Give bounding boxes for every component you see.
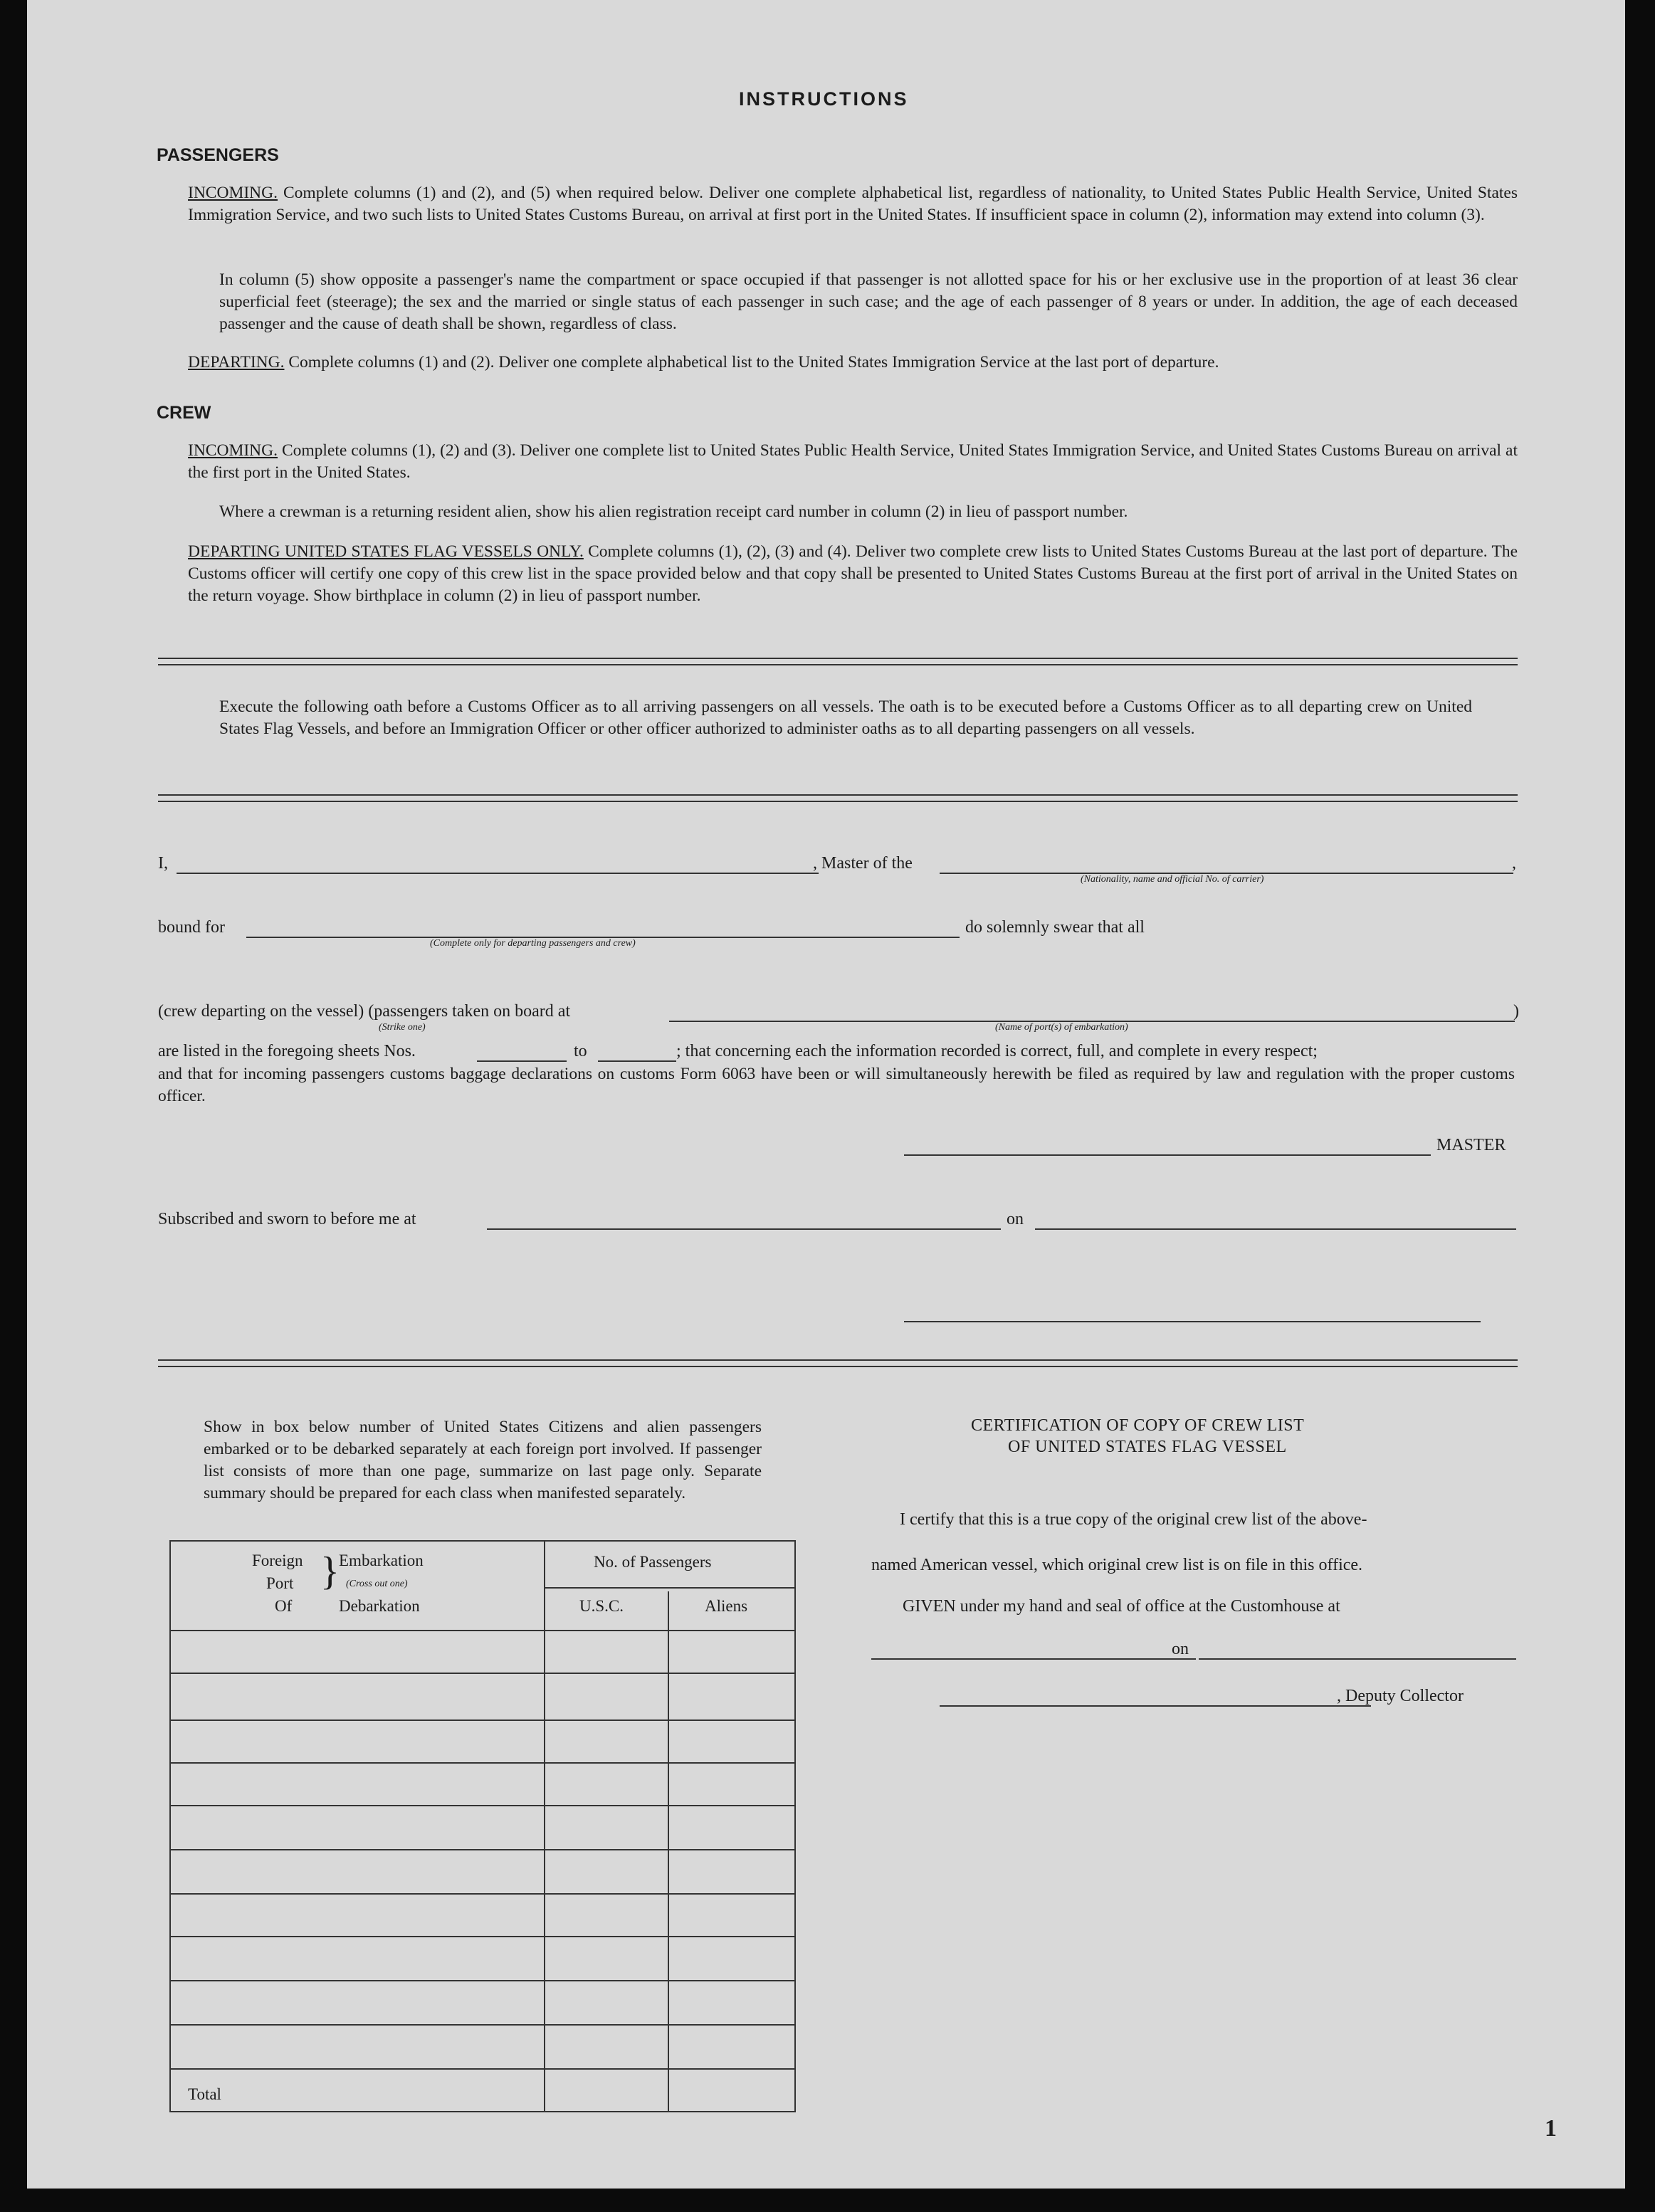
brace-icon: } xyxy=(320,1549,340,1594)
document-page xyxy=(27,0,1625,2189)
passengers-heading: PASSENGERS xyxy=(157,145,279,165)
passengers-departing-paragraph xyxy=(188,352,1518,374)
table-border xyxy=(169,1540,796,2112)
crew-heading: CREW xyxy=(157,403,211,423)
corner-page-mark: 1 xyxy=(1545,2115,1557,2142)
section-divider xyxy=(158,658,1518,665)
crew-departing-paragraph xyxy=(188,541,1518,607)
table-no-passengers-label: No. of Passengers xyxy=(594,1553,712,1571)
table-debarkation-label: Debarkation xyxy=(339,1597,420,1615)
table-col-divider xyxy=(668,1591,669,2111)
table-row xyxy=(169,1805,794,1806)
crew-incoming-paragraph xyxy=(188,440,1518,484)
crew-departing-label: DEPARTING UNITED STATES FLAG VESSELS ONLY. xyxy=(188,542,584,561)
passengers-column5-paragraph: In column (5) show opposite a passenger's name the compartment or space occupied if that passenger is not allotted space for his or her exclusive use in the proportion of at least 36 clear superficial feet (steerage); the sex and the married or single status of each passenger in such case; and the age of each passenger of 8 years or under. In addition, the age of each deceased passenger and the cause of death shall be shown, regardless of class. xyxy=(219,270,1518,333)
crew-incoming-text: Complete columns (1), (2) and (3). Deliver one complete list to United States Public Health Service, United States Immigration Service, and United States Customs Bureau on arrival at the first port in the United States. xyxy=(188,441,1518,482)
certification-line-3: GIVEN under my hand and seal of office at the Customhouse at xyxy=(903,1597,1340,1616)
ports-note: (Name of port(s) of embarkation) xyxy=(995,1022,1128,1033)
deputy-signature-line[interactable] xyxy=(940,1705,1371,1707)
page-title: INSTRUCTIONS xyxy=(739,88,909,110)
deputy-collector-label: , Deputy Collector xyxy=(1337,1687,1464,1705)
bound-for-label: bound for xyxy=(158,918,225,937)
sworn-date-line[interactable] xyxy=(1035,1228,1516,1230)
crew-incoming-label: INCOMING. xyxy=(188,441,278,460)
table-row xyxy=(169,1719,794,1721)
officer-signature-line[interactable] xyxy=(904,1321,1481,1322)
table-port-label: Port xyxy=(266,1574,294,1592)
certification-heading-1: CERTIFICATION OF COPY OF CREW LIST xyxy=(971,1416,1305,1435)
table-row xyxy=(169,1673,794,1674)
crew-departing-text: Complete columns (1), (2), (3) and (4). Deliver two complete crew lists to United States Customs Bureau at the last port of departure. The Customs officer will certify one copy of this crew list in the space provided below and that copy shall be presented to United States Customs Bureau at the first port of arrival in the United States on the return voyage. Show birthplace in column (2) in lieu of passport number. xyxy=(188,542,1518,605)
passengers-incoming-label: INCOMING. xyxy=(188,184,278,202)
crew-resident-paragraph: Where a crewman is a returning resident alien, show his alien registration receipt card number in column (2) in lieu of passport number. xyxy=(219,502,1128,521)
sheet-to-line[interactable] xyxy=(598,1060,676,1062)
table-row xyxy=(169,1893,794,1895)
comma: , xyxy=(1512,854,1516,873)
section-divider xyxy=(158,1359,1518,1367)
sheet-from-line[interactable] xyxy=(477,1060,567,1062)
listed-continuation: and that for incoming passengers customs baggage declarations on customs Form 6063 have been or will simultaneously herewith be filed as required by law and regulation with the proper customs officer. xyxy=(158,1065,1515,1105)
subscribed-label: Subscribed and sworn to before me at xyxy=(158,1210,416,1228)
listed-to-label: to xyxy=(574,1042,587,1060)
table-row xyxy=(169,1762,794,1764)
master-signature-line[interactable] xyxy=(904,1154,1431,1156)
table-row xyxy=(169,2068,794,2070)
table-row xyxy=(169,1936,794,1937)
table-of-label: Of xyxy=(275,1597,293,1615)
master-name-line[interactable] xyxy=(177,873,819,874)
table-cross-out-note: (Cross out one) xyxy=(346,1579,408,1589)
complete-only-note: (Complete only for departing passengers and crew) xyxy=(430,938,636,949)
oath-instruction: Execute the following oath before a Customs Officer as to all arriving passengers on all vessels. The oath is to be executed before a Customs Officer as to all departing crew on United States Flag Vessels, and before an Immigration Officer or other officer authorized to administer oaths as to all departing passengers on all vessels. xyxy=(219,697,1472,738)
table-embarkation-label: Embarkation xyxy=(339,1552,424,1569)
table-header-bottom xyxy=(169,1630,794,1631)
certification-line-2: named American vessel, which original crew list is on file in this office. xyxy=(871,1556,1363,1574)
master-label: MASTER xyxy=(1436,1136,1506,1154)
crew-departing-label: (crew departing on the vessel) (passengers taken on board at xyxy=(158,1002,571,1021)
table-row xyxy=(169,2024,794,2026)
table-foreign-label: Foreign xyxy=(252,1552,303,1569)
table-aliens-label: Aliens xyxy=(705,1597,748,1615)
listed-text: ; that concerning each the information recorded is correct, full, and complete in every respect; xyxy=(676,1042,1318,1060)
certification-on-label: on xyxy=(1172,1640,1189,1658)
customhouse-line[interactable] xyxy=(871,1658,1196,1660)
certification-heading-2: OF UNITED STATES FLAG VESSEL xyxy=(1008,1438,1287,1456)
oath-i-label: I, xyxy=(158,854,168,873)
nationality-note: (Nationality, name and official No. of carrier) xyxy=(1081,874,1264,885)
table-row xyxy=(169,1849,794,1850)
certification-date-line[interactable] xyxy=(1199,1658,1516,1660)
table-row xyxy=(169,1980,794,1981)
passengers-departing-text: Complete columns (1) and (2). Deliver one complete alphabetical list to the United States Immigration Service at the last port of departure. xyxy=(288,353,1219,372)
table-col-divider xyxy=(544,1542,545,2111)
master-of-label: , Master of the xyxy=(813,854,913,873)
passengers-incoming-paragraph xyxy=(188,182,1518,226)
table-usc-label: U.S.C. xyxy=(579,1597,624,1615)
listed-sheets-label: are listed in the foregoing sheets Nos. xyxy=(158,1042,416,1060)
strike-one-note: (Strike one) xyxy=(379,1022,426,1033)
swear-label: do solemnly swear that all xyxy=(965,918,1145,937)
passengers-departing-label: DEPARTING. xyxy=(188,353,285,372)
table-header-divider xyxy=(544,1587,794,1589)
certification-line-1: I certify that this is a true copy of the original crew list of the above- xyxy=(900,1510,1367,1529)
close-paren: ) xyxy=(1513,1002,1519,1021)
sworn-on-label: on xyxy=(1007,1210,1024,1228)
passengers-incoming-text: Complete columns (1) and (2), and (5) when required below. Deliver one complete alphabetical list, regardless of nationality, to United States Public Health Service, United States Immigration Service, and two such lists to United States Customs Bureau, on arrival at first port in the United States. If insufficient space in column (2), information may extend into column (3). xyxy=(188,184,1518,224)
table-total-label: Total xyxy=(188,2085,221,2103)
box-instructions: Show in box below number of United States Citizens and alien passengers embarked or to be debarked separately at each foreign port involved. If passenger list consists of more than one page, summarize on last page only. Separate summary should be prepared for each class when manifested separately. xyxy=(204,1418,762,1502)
section-divider xyxy=(158,794,1518,802)
sworn-place-line[interactable] xyxy=(487,1228,1001,1230)
